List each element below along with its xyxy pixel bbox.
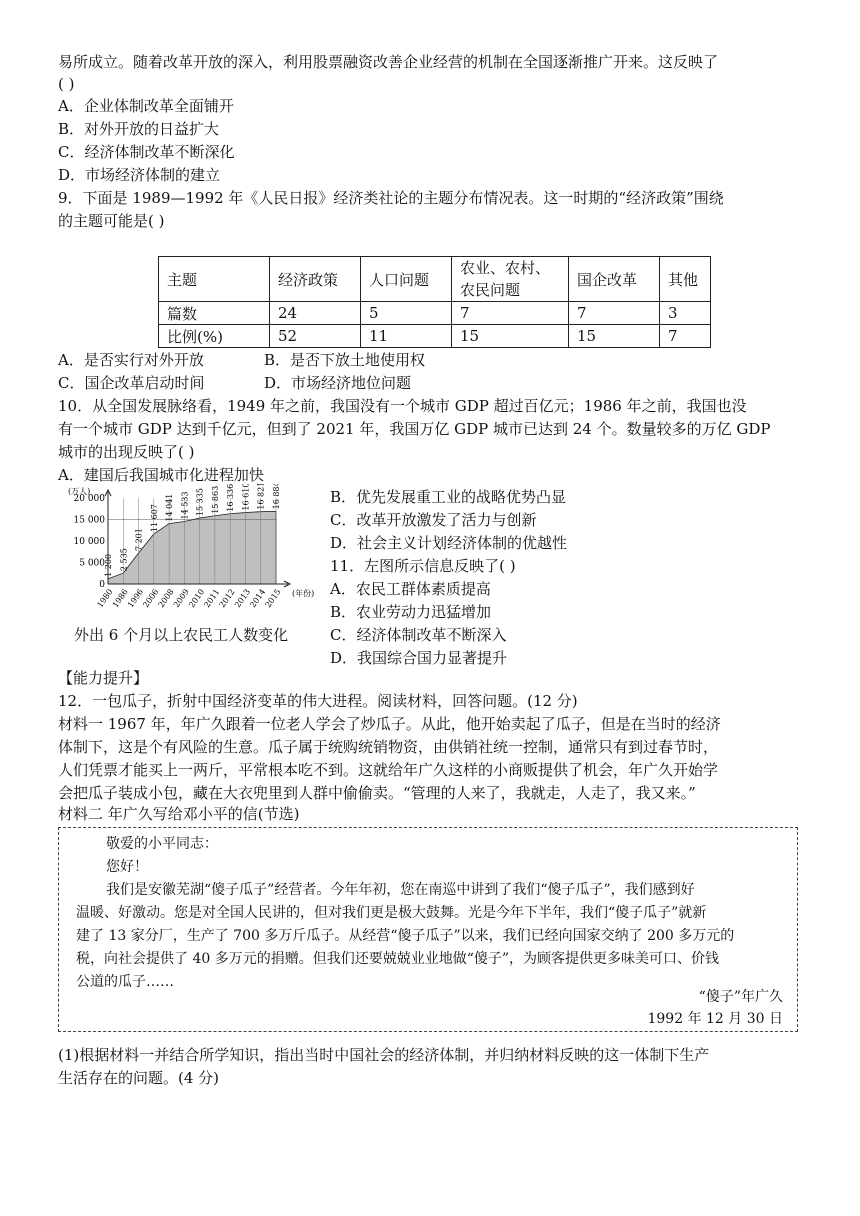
table-header-cell: 国企改革 — [569, 257, 660, 302]
x-tick-label: 2006 — [141, 587, 161, 610]
option-d: D．我国综合国力显著提升 — [330, 649, 508, 667]
letter-paragraph: 温暖、好激动。您是对全国人民讲的，但对我们更是极大鼓舞。光是今年下半年，我们“傻子瓜子”就新 — [76, 905, 707, 921]
table-cell: 24 — [270, 302, 361, 325]
table-cell: 7 — [452, 302, 569, 325]
header-line: 农业、农村、 — [460, 259, 551, 277]
option-d: D．市场经济体制的建立 — [58, 166, 221, 184]
data-label: 14 533 — [180, 491, 190, 520]
option-b: B．优先发展重工业的战略优势凸显 — [330, 488, 567, 506]
migrant-workers-chart — [58, 484, 318, 616]
table-row — [159, 325, 711, 348]
y-tick-label: 20 000 — [73, 494, 105, 504]
table-header-cell: 其他 — [660, 257, 711, 302]
x-tick-label: 2008 — [156, 587, 176, 610]
letter-paragraph: 我们是安徽芜湖“傻子瓜子”经营者。今年年初，您在南巡中讲到了我们“傻子瓜子”，我们感到好 — [106, 882, 695, 898]
option-c: C．国企改革启动时间 — [58, 374, 205, 392]
question-10-cont: 城市的出现反映了( ) — [58, 443, 195, 461]
question-9: 9．下面是 1989—1992 年《人民日报》经济类社论的主题分布情况表。这一时期的“经济政策”围绕 — [58, 189, 724, 207]
answer-bracket: ( ) — [58, 75, 75, 93]
letter-paragraph: 公道的瓜子…… — [76, 974, 174, 990]
chart-svg — [58, 484, 318, 616]
table-header-cell — [452, 257, 569, 302]
x-tick-label: 2014 — [248, 587, 268, 610]
text-line: 易所成立。随着改革开放的深入，利用股票融资改善企业经营的机制在全国逐渐推广开来。这反映了 — [58, 53, 719, 71]
x-tick-label: 2010 — [187, 587, 207, 610]
header-line: 农民问题 — [460, 281, 521, 299]
data-label: 11 607 — [149, 504, 159, 533]
question-12: 12．一包瓜子，折射中国经济变革的伟大进程。阅读材料，回答问题。(12 分) — [58, 692, 578, 710]
table-cell: 7 — [660, 325, 711, 348]
question-10-cont: 有一个城市 GDP 达到千亿元，但到了 2021 年，我国万亿 GDP 城市已达到 24 个。数量较多的万亿 GDP — [58, 420, 771, 438]
y-tick-label: 0 — [99, 580, 105, 590]
option-d: D．社会主义计划经济体制的优越性 — [330, 534, 568, 552]
option-b: B．对外开放的日益扩大 — [58, 120, 220, 138]
option-a: A．建国后我国城市化进程加快 — [58, 466, 264, 484]
data-label: 16 610 — [241, 484, 251, 511]
table-cell: 11 — [361, 325, 452, 348]
table-row — [159, 302, 711, 325]
option-c: C．经济体制改革不断深入 — [330, 626, 507, 644]
letter-paragraph: 建了 13 家分厂，生产了 700 多万斤瓜子。从经营“傻子瓜子”以来，我们已经向国家交纳了 200 多万元的 — [76, 928, 735, 944]
letter-box — [58, 827, 798, 1032]
y-tick-label: 5 000 — [79, 558, 105, 569]
letter-paragraph: 税，向社会提供了 40 多万元的捐赠。但我们还要兢兢业业地做“傻子”，为顾客提供更多味美可口、价钱 — [76, 951, 720, 967]
data-label: 15 863 — [210, 485, 220, 514]
table-cell: 15 — [569, 325, 660, 348]
material-1: 材料一 1967 年，年广久跟着一位老人学会了炒瓜子。从此，他开始卖起了瓜子，但是在当时的经济 — [58, 715, 721, 733]
data-label: 14 041 — [165, 493, 175, 522]
table-cell: 比例(%) — [159, 325, 270, 348]
x-tick-label: 2013 — [232, 587, 253, 610]
question-11: 11．左图所示信息反映了( ) — [330, 557, 516, 575]
table-cell: 3 — [660, 302, 711, 325]
material-1-cont: 人们凭票才能买上一两斤，平常根本吃不到。这就给年广久这样的小商贩提供了机会，年广久开始学 — [58, 761, 719, 779]
data-label: 15 335 — [195, 488, 205, 517]
option-a: A．企业体制改革全面铺开 — [58, 97, 234, 115]
table-header-cell: 经济政策 — [270, 257, 361, 302]
material-2: 材料二 年广久写给邓小平的信(节选) — [58, 805, 300, 823]
topic-distribution-table — [158, 256, 711, 348]
table-header-cell: 主题 — [159, 257, 270, 302]
x-tick-label: 2015 — [263, 587, 283, 610]
question-12-1: (1)根据材料一并结合所学知识，指出当时中国社会的经济体制，并归纳材料反映的这一体制下生产 — [58, 1046, 710, 1064]
option-b: B．农业劳动力迅猛增加 — [330, 603, 492, 621]
question-10: 10．从全国发展脉络看，1949 年之前，我国没有一个城市 GDP 超过百亿元；1986 年之前，我国也没 — [58, 397, 747, 415]
material-1-cont: 体制下，这是个有风险的生意。瓜子属于统购统销物资，由供销社统一控制，通常只有到过春节时， — [58, 738, 719, 756]
option-c: C．经济体制改革不断深化 — [58, 143, 235, 161]
letter-date: 1992 年 12 月 30 日 — [647, 1011, 783, 1027]
chart-caption: 外出 6 个月以上农民工人数变化 — [74, 626, 289, 644]
question-12-1-cont: 生活存在的问题。(4 分) — [58, 1069, 220, 1087]
table-cell: 52 — [270, 325, 361, 348]
option-c: C．改革开放激发了活力与创新 — [330, 511, 537, 529]
table-row — [159, 257, 711, 302]
data-label: 16 821 — [256, 484, 266, 510]
question-9-cont: 的主题可能是( ) — [58, 212, 165, 230]
letter-signature: “傻子”年广久 — [698, 989, 783, 1005]
x-axis-label: (年份) — [292, 589, 315, 598]
data-label: 16 884 — [272, 484, 281, 510]
x-tick-label: 2009 — [171, 587, 191, 610]
data-label: 1 200 — [104, 553, 113, 577]
letter-greeting: 您好！ — [106, 859, 148, 875]
x-tick-label: 1986 — [110, 587, 130, 610]
table-cell: 5 — [361, 302, 452, 325]
area-series — [108, 511, 276, 584]
x-tick-label: 1980 — [95, 587, 115, 610]
x-tick-label: 2011 — [202, 587, 222, 610]
section-heading: 【能力提升】 — [58, 669, 149, 687]
x-tick-label: 1996 — [126, 587, 146, 610]
y-tick-label: 15 000 — [73, 515, 105, 526]
material-1-cont: 会把瓜子装成小包，藏在大衣兜里到人群中偷偷卖。“管理的人来了，我就走，人走了，我又来。” — [58, 784, 696, 802]
table-header-cell: 人口问题 — [361, 257, 452, 302]
option-a: A．是否实行对外开放 — [58, 351, 204, 369]
table-cell: 15 — [452, 325, 569, 348]
x-tick-label: 2012 — [217, 587, 237, 610]
option-a: A．农民工群体素质提高 — [330, 580, 491, 598]
option-d: D．市场经济地位问题 — [264, 374, 412, 392]
table-cell: 篇数 — [159, 302, 270, 325]
data-label: 7 201 — [134, 528, 144, 552]
letter-salutation: 敬爱的小平同志： — [106, 836, 218, 852]
y-axis-label: (万人) — [68, 487, 91, 496]
data-label: 16 336 — [226, 484, 236, 512]
table-cell: 7 — [569, 302, 660, 325]
data-label: 2 535 — [119, 548, 129, 572]
y-tick-label: 10 000 — [73, 537, 105, 547]
option-b: B．是否下放土地使用权 — [264, 351, 426, 369]
